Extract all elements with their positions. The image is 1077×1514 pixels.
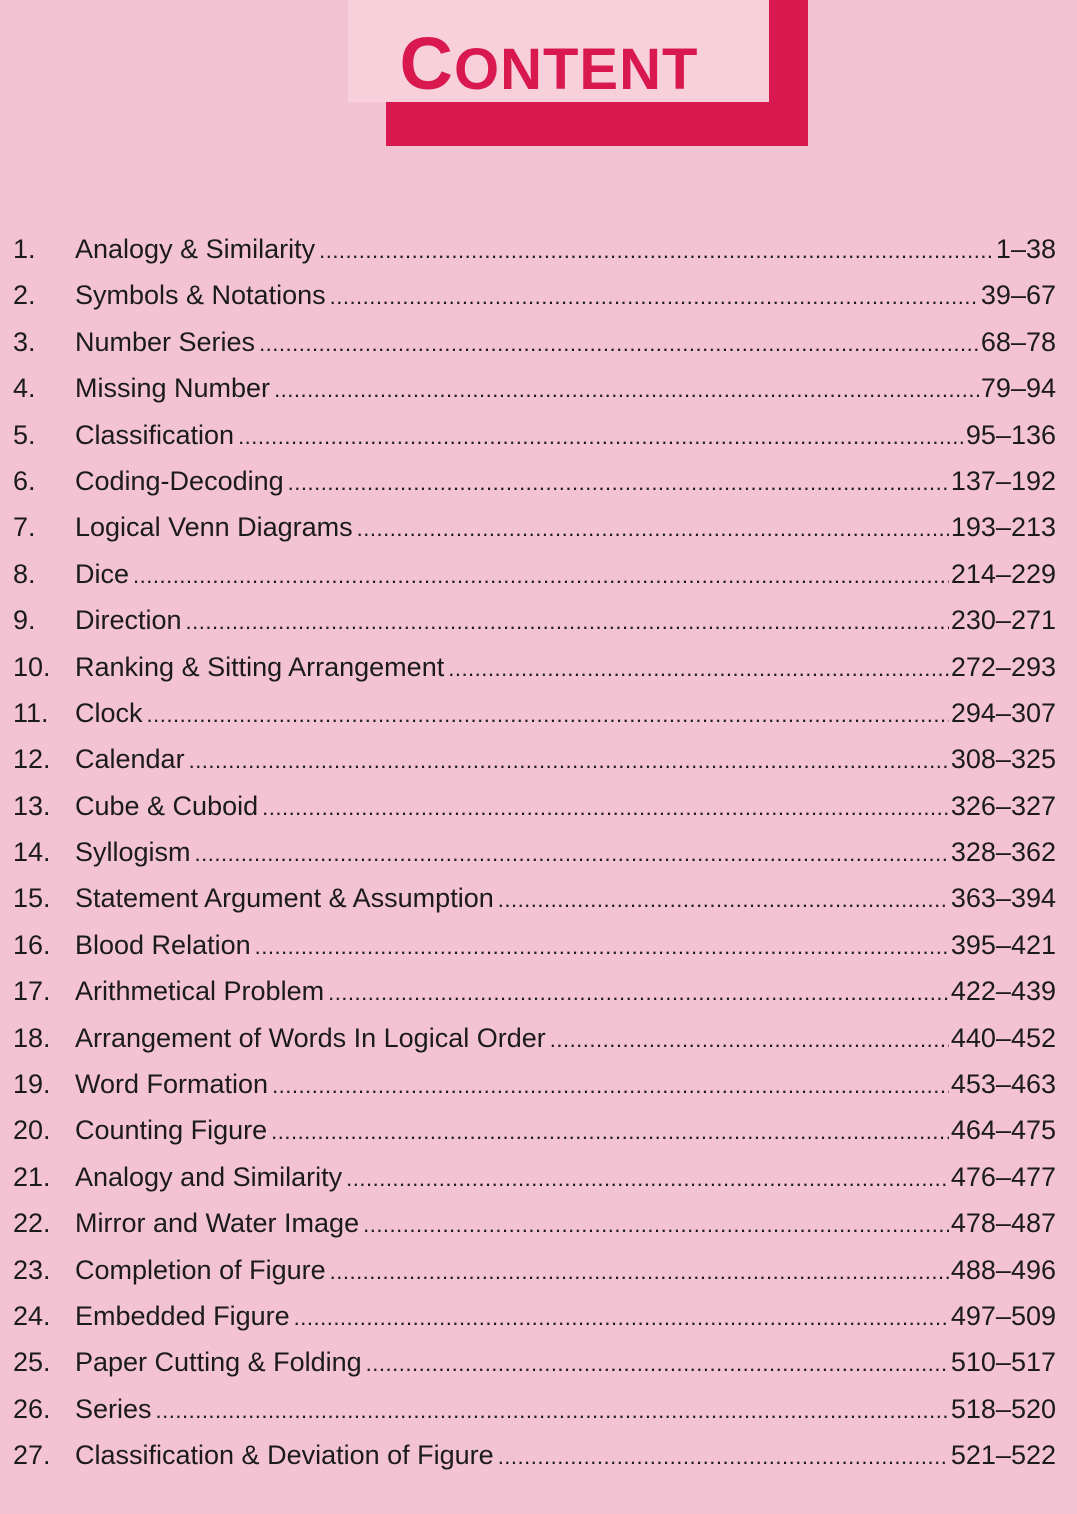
toc-row-number: 15. <box>13 883 51 914</box>
table-of-contents <box>0 225 1077 1478</box>
toc-row-8[interactable] <box>0 550 1077 596</box>
toc-row-21[interactable] <box>0 1153 1077 1199</box>
toc-row-leader <box>550 1024 949 1056</box>
toc-row-leader <box>262 792 949 824</box>
toc-row-pages: 518–520 <box>950 1393 1056 1424</box>
toc-row-leader <box>498 1441 949 1473</box>
toc-row-leader <box>319 235 994 267</box>
toc-row-23[interactable] <box>0 1246 1077 1292</box>
toc-row-pages: 79–94 <box>980 373 1056 404</box>
toc-row-label: Logical Venn Diagrams <box>75 512 353 543</box>
toc-row-9[interactable] <box>0 596 1077 642</box>
toc-row-label: Symbols & Notations <box>75 280 326 311</box>
toc-row-line <box>75 604 1056 636</box>
toc-row-pages: 1–38 <box>995 234 1056 264</box>
toc-row-label: Cube & Cuboid <box>75 790 259 821</box>
toc-row-leader <box>330 281 979 313</box>
toc-row-number: 17. <box>13 976 51 1007</box>
toc-row-pages: 453–463 <box>950 1069 1056 1100</box>
toc-row-number: 6. <box>13 465 36 496</box>
toc-row-pages: 363–394 <box>950 883 1056 914</box>
toc-row-leader <box>288 467 949 499</box>
toc-row-pages: 464–475 <box>950 1115 1056 1146</box>
toc-row-leader <box>363 1209 949 1241</box>
toc-row-line <box>75 1393 1056 1425</box>
toc-row-number: 5. <box>13 419 36 450</box>
toc-row-line <box>75 419 1056 451</box>
toc-row-27[interactable] <box>0 1431 1077 1477</box>
toc-row-line <box>75 326 1056 358</box>
toc-row-1[interactable] <box>0 225 1077 271</box>
toc-row-pages: 214–229 <box>950 558 1056 589</box>
toc-row-3[interactable] <box>0 318 1077 364</box>
toc-row-10[interactable] <box>0 643 1077 689</box>
toc-row-line <box>75 790 1056 822</box>
toc-row-leader <box>238 421 964 453</box>
toc-row-number: 22. <box>13 1208 51 1239</box>
toc-row-leader <box>328 977 949 1009</box>
toc-row-leader <box>357 513 949 545</box>
toc-row-pages: 395–421 <box>950 929 1056 960</box>
toc-row-number: 18. <box>13 1022 51 1053</box>
toc-row-26[interactable] <box>0 1385 1077 1431</box>
toc-row-24[interactable] <box>0 1292 1077 1338</box>
toc-row-label: Classification & Deviation of Figure <box>75 1440 494 1471</box>
toc-row-6[interactable] <box>0 457 1077 503</box>
toc-row-pages: 476–477 <box>950 1161 1056 1192</box>
toc-row-label: Ranking & Sitting Arrangement <box>75 651 445 682</box>
toc-row-label: Calendar <box>75 744 185 775</box>
toc-row-number: 3. <box>13 326 36 357</box>
toc-row-pages: 521–522 <box>950 1440 1056 1471</box>
toc-row-label: Completion of Figure <box>75 1254 326 1285</box>
toc-row-5[interactable] <box>0 411 1077 457</box>
toc-row-leader <box>195 838 949 870</box>
toc-row-number: 9. <box>13 605 36 636</box>
toc-row-pages: 440–452 <box>950 1022 1056 1053</box>
page-title: CONTENT <box>399 22 699 105</box>
toc-row-label: Dice <box>75 558 130 589</box>
toc-row-line <box>75 1207 1056 1239</box>
toc-row-line <box>75 1161 1056 1193</box>
toc-row-number: 2. <box>13 280 36 311</box>
toc-row-leader <box>366 1348 949 1380</box>
toc-row-line <box>75 975 1056 1007</box>
toc-row-pages: 497–509 <box>950 1300 1056 1331</box>
toc-row-label: Mirror and Water Image <box>75 1208 360 1239</box>
toc-row-leader <box>272 1070 949 1102</box>
toc-row-label: Number Series <box>75 326 256 357</box>
toc-row-pages: 95–136 <box>965 419 1056 450</box>
toc-row-leader <box>448 653 949 685</box>
toc-row-line <box>75 511 1056 543</box>
toc-row-pages: 68–78 <box>980 326 1056 357</box>
toc-row-2[interactable] <box>0 271 1077 317</box>
toc-row-leader <box>259 328 979 360</box>
toc-row-leader <box>294 1302 949 1334</box>
toc-row-11[interactable] <box>0 689 1077 735</box>
toc-row-number: 4. <box>13 373 36 404</box>
toc-row-number: 1. <box>13 234 36 264</box>
toc-row-leader <box>186 606 949 638</box>
toc-row-number: 16. <box>13 929 51 960</box>
toc-row-leader <box>189 745 949 777</box>
toc-row-18[interactable] <box>0 1014 1077 1060</box>
title-banner-box <box>348 0 769 105</box>
toc-row-line <box>75 1114 1056 1146</box>
toc-row-pages: 137–192 <box>950 465 1056 496</box>
toc-row-number: 25. <box>13 1347 51 1378</box>
toc-row-label: Direction <box>75 605 182 636</box>
toc-row-label: Counting Figure <box>75 1115 268 1146</box>
toc-row-line <box>75 1254 1056 1286</box>
toc-row-leader <box>271 1116 949 1148</box>
toc-row-leader <box>330 1256 949 1288</box>
toc-row-pages: 478–487 <box>950 1208 1056 1239</box>
toc-row-pages: 328–362 <box>950 837 1056 868</box>
toc-row-label: Analogy and Similarity <box>75 1161 343 1192</box>
toc-row-label: Paper Cutting & Folding <box>75 1347 362 1378</box>
toc-row-leader <box>156 1395 949 1427</box>
toc-row-label: Blood Relation <box>75 929 251 960</box>
toc-row-line <box>75 558 1056 590</box>
toc-row-leader <box>147 699 949 731</box>
toc-row-16[interactable] <box>0 921 1077 967</box>
toc-row-line <box>75 279 1056 311</box>
toc-row-pages: 422–439 <box>950 976 1056 1007</box>
toc-row-label: Syllogism <box>75 837 191 868</box>
toc-row-label: Embedded Figure <box>75 1300 290 1331</box>
toc-row-number: 8. <box>13 558 36 589</box>
toc-row-pages: 308–325 <box>950 744 1056 775</box>
toc-row-label: Coding-Decoding <box>75 465 284 496</box>
toc-row-7[interactable] <box>0 503 1077 549</box>
toc-row-line <box>75 1300 1056 1332</box>
toc-row-line <box>75 929 1056 961</box>
toc-row-label: Arrangement of Words In Logical Order <box>75 1022 546 1053</box>
toc-row-label: Analogy & Similarity <box>75 234 316 264</box>
toc-row-pages: 294–307 <box>950 697 1056 728</box>
toc-row-number: 21. <box>13 1161 51 1192</box>
toc-row-pages: 326–327 <box>950 790 1056 821</box>
toc-row-number: 11. <box>13 697 49 728</box>
toc-row-number: 7. <box>13 512 36 543</box>
toc-row-line <box>75 1439 1056 1471</box>
toc-row-19[interactable] <box>0 1060 1077 1106</box>
toc-row-label: Arithmetical Problem <box>75 976 325 1007</box>
toc-row-22[interactable] <box>0 1199 1077 1245</box>
toc-row-17[interactable] <box>0 967 1077 1013</box>
toc-row-number: 14. <box>13 837 51 868</box>
toc-row-25[interactable] <box>0 1338 1077 1384</box>
toc-row-line <box>75 743 1056 775</box>
toc-row-number: 19. <box>13 1069 51 1100</box>
toc-row-13[interactable] <box>0 782 1077 828</box>
toc-row-label: Missing Number <box>75 373 271 404</box>
toc-row-leader <box>498 884 949 916</box>
toc-row-leader <box>255 931 949 963</box>
toc-row-pages: 39–67 <box>980 280 1056 311</box>
toc-row-leader <box>346 1163 949 1195</box>
toc-row-line <box>75 697 1056 729</box>
toc-row-number: 12. <box>13 744 51 775</box>
toc-row-line <box>75 1022 1056 1054</box>
toc-row-line <box>75 233 1056 265</box>
toc-row-line <box>75 1068 1056 1100</box>
toc-row-label: Word Formation <box>75 1069 269 1100</box>
toc-row-pages: 230–271 <box>950 605 1056 636</box>
toc-row-number: 10. <box>13 651 51 682</box>
toc-row-line <box>75 836 1056 868</box>
toc-row-number: 23. <box>13 1254 51 1285</box>
toc-row-label: Statement Argument & Assumption <box>75 883 494 914</box>
toc-row-number: 13. <box>13 790 51 821</box>
toc-row-4[interactable] <box>0 364 1077 410</box>
toc-row-line <box>75 465 1056 497</box>
toc-row-label: Classification <box>75 419 235 450</box>
toc-row-line <box>75 372 1056 404</box>
toc-row-leader <box>274 374 979 406</box>
toc-row-number: 26. <box>13 1393 51 1424</box>
toc-row-15[interactable] <box>0 874 1077 920</box>
toc-row-line <box>75 882 1056 914</box>
toc-row-pages: 272–293 <box>950 651 1056 682</box>
toc-row-line <box>75 1346 1056 1378</box>
toc-row-label: Series <box>75 1393 152 1424</box>
toc-row-pages: 193–213 <box>950 512 1056 543</box>
toc-row-number: 27. <box>13 1440 51 1471</box>
toc-row-pages: 510–517 <box>950 1347 1056 1378</box>
toc-row-20[interactable] <box>0 1106 1077 1152</box>
title-banner <box>348 0 808 146</box>
toc-row-leader <box>133 560 949 592</box>
toc-row-14[interactable] <box>0 828 1077 874</box>
toc-row-12[interactable] <box>0 735 1077 781</box>
toc-row-line <box>75 651 1056 683</box>
toc-row-number: 24. <box>13 1300 51 1331</box>
toc-row-label: Clock <box>75 697 143 728</box>
toc-row-pages: 488–496 <box>950 1254 1056 1285</box>
toc-row-number: 20. <box>13 1115 51 1146</box>
